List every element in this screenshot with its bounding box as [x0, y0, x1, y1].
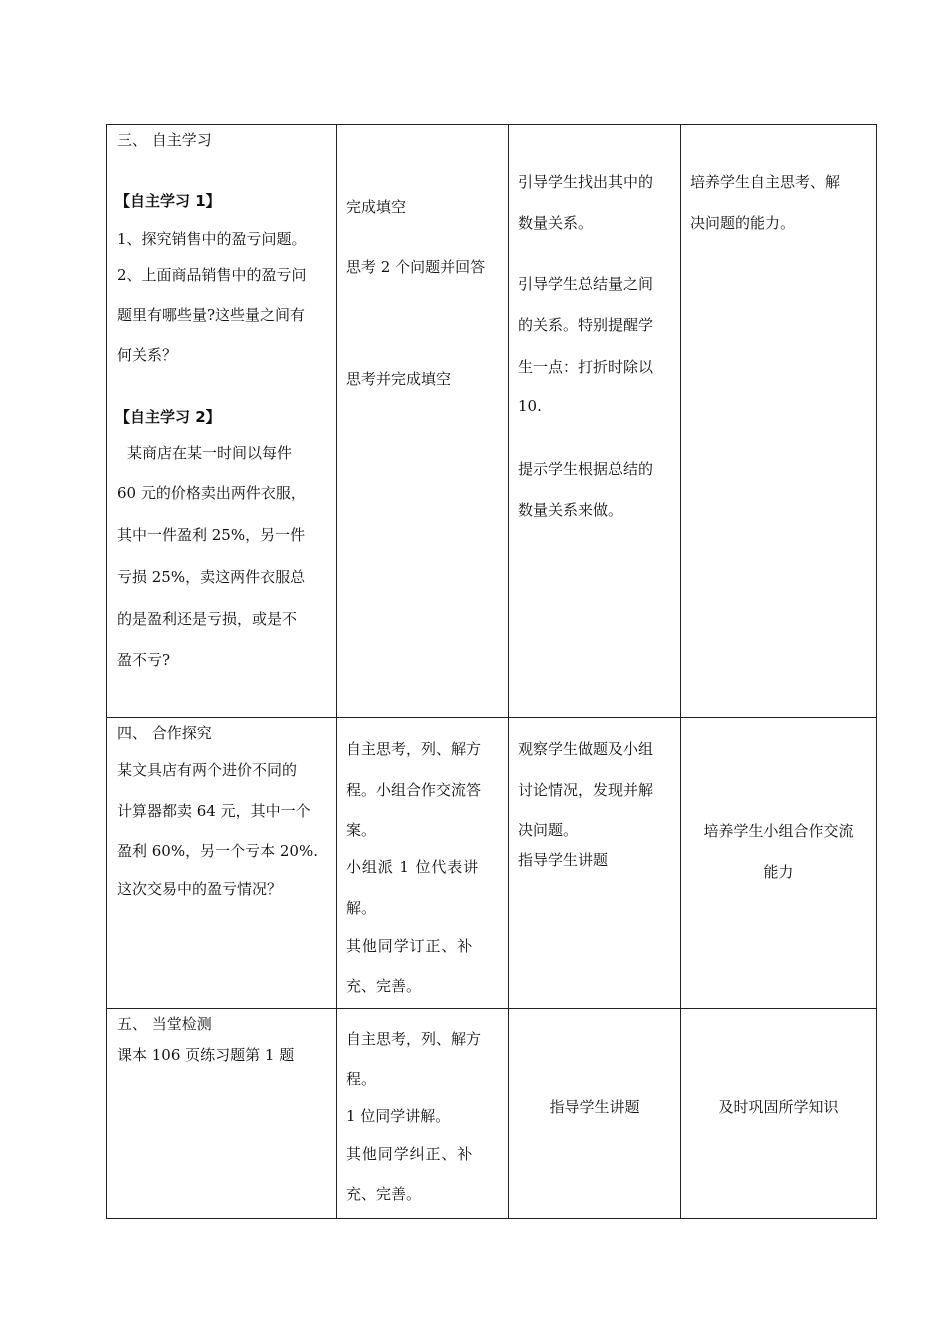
text-line: 某商店在某一时间以每件: [127, 444, 293, 462]
text-line: 决问题的能力。: [690, 214, 796, 232]
text-line: 思考 2 个问题并回答: [346, 258, 486, 276]
text-line: 培养学生自主思考、解: [690, 173, 841, 191]
text-line: 题里有哪些量?这些量之间有: [117, 306, 306, 324]
text-line: 某文具店有两个进价不同的: [117, 761, 298, 779]
section-heading: 五、 当堂检测: [117, 1015, 212, 1033]
text-line: 生一点：打折时除以: [518, 358, 654, 376]
text-line: 解。: [346, 899, 377, 917]
text-line: 数量关系来做。: [518, 501, 624, 519]
text-line: 其他同学纠正、补: [346, 1145, 474, 1163]
text-line: 程。: [346, 1070, 377, 1088]
text-line: 充、完善。: [346, 1185, 422, 1203]
text-line: 其他同学订正、补: [346, 937, 474, 955]
text-line: 充、完善。: [346, 977, 422, 995]
text-line: 指导学生讲题: [518, 851, 609, 869]
text-line: 数量关系。: [518, 214, 594, 232]
row3-student-content-cell: [106, 1009, 337, 1219]
text-line: 1 位同学讲解。: [346, 1107, 451, 1125]
text-line: 案。: [346, 821, 377, 839]
row3-design-intent-cell: [681, 1009, 877, 1219]
text-line: 决问题。: [518, 821, 579, 839]
row1-design-intent-cell: [681, 124, 877, 718]
text-line: 完成填空: [346, 198, 407, 216]
text-line: 自主思考，列、解方: [346, 1030, 482, 1048]
text-line: 盈利 60%，另一个亏本 20%.: [117, 842, 318, 860]
row1-student-content-cell: [106, 124, 337, 718]
text-line: 2、上面商品销售中的盈亏问: [117, 266, 307, 284]
text-line: 课本 106 页练习题第 1 题: [117, 1046, 295, 1064]
row1-teacher-activity-cell: [509, 124, 681, 718]
text-line: 的关系。特别提醒学: [518, 316, 654, 334]
text-line: 这次交易中的盈亏情况？: [117, 880, 283, 898]
text-line: 自主思考，列、解方: [346, 740, 482, 758]
row2-design-intent-cell: [681, 718, 877, 1009]
row2-student-content-cell: [106, 718, 337, 1009]
text-line: 计算器都卖 64 元，其中一个: [117, 802, 311, 820]
lesson-plan-table: [106, 124, 877, 1219]
subheading: 【自主学习 1】: [115, 192, 221, 210]
text-line: 程。小组合作交流答: [346, 781, 482, 799]
text-line: 其中一件盈利 25%，另一件: [117, 526, 306, 544]
text-line: 何关系？: [117, 346, 178, 364]
text-line: 讨论情况，发现并解: [518, 781, 654, 799]
text-line: 观察学生做题及小组: [518, 740, 654, 758]
section-heading: 三、 自主学习: [117, 131, 212, 149]
text-line: 思考并完成填空: [346, 370, 452, 388]
text-line: 引导学生找出其中的: [518, 173, 654, 191]
text-line: 的是盈利还是亏损，或是不: [117, 610, 298, 628]
text-line: 小组派 1 位代表讲: [346, 858, 480, 876]
text-line: 提示学生根据总结的: [518, 460, 654, 478]
text-line: 能力: [763, 863, 794, 881]
row1-student-activity-cell: [337, 124, 509, 718]
section-heading: 四、 合作探究: [117, 724, 212, 742]
text-line: 亏损 25%，卖这两件衣服总: [117, 568, 306, 586]
row3-teacher-activity-cell: [509, 1009, 681, 1219]
text-line: 指导学生讲题: [549, 1098, 640, 1116]
text-line: 培养学生小组合作交流: [703, 822, 854, 840]
text-line: 10.: [518, 397, 542, 415]
text-line: 盈不亏?: [117, 651, 171, 669]
row2-teacher-activity-cell: [509, 718, 681, 1009]
subheading: 【自主学习 2】: [115, 408, 221, 426]
row3-student-activity-cell: [337, 1009, 509, 1219]
text-line: 60 元的价格卖出两件衣服，: [117, 484, 306, 502]
text-line: 1、探究销售中的盈亏问题。: [117, 230, 307, 248]
row2-student-activity-cell: [337, 718, 509, 1009]
text-line: 及时巩固所学知识: [718, 1098, 839, 1116]
text-line: 引导学生总结量之间: [518, 275, 654, 293]
